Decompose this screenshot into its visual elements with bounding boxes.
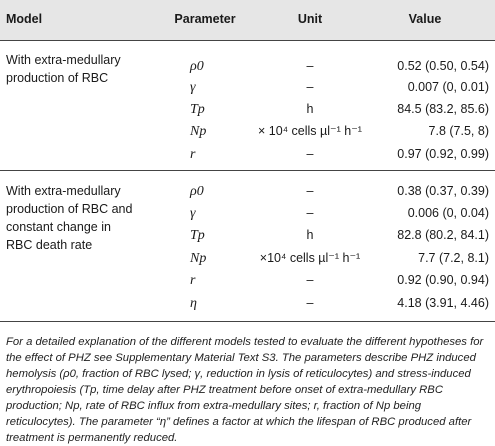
param-tp: Tp	[190, 102, 205, 117]
value-cell: 0.52 (0.50, 0.54)	[397, 59, 489, 73]
model-label-2a: With extra-medullary	[6, 184, 121, 198]
param-gamma: γ	[190, 206, 196, 221]
header-value: Value	[408, 12, 442, 26]
param-tp: Tp	[190, 228, 205, 243]
value-cell: 84.5 (83.2, 85.6)	[397, 102, 489, 116]
value-cell: 0.38 (0.37, 0.39)	[397, 184, 489, 198]
model-label-1a: With extra-medullary	[6, 53, 121, 67]
param-rho0: ρ0	[190, 59, 204, 74]
group-divider	[0, 170, 495, 171]
unit-cell: × 10⁴ cells µl⁻¹ h⁻¹	[258, 124, 362, 138]
unit-cell: h	[306, 102, 314, 116]
model-label-2c: constant change in	[6, 220, 111, 234]
header-rule	[0, 40, 495, 41]
unit-cell: –	[306, 147, 314, 161]
table-footnote: For a detailed explanation of the different models tested to evaluate the different hypotheses for the effect of PHZ see Supplementary Material Text S3. The parameters describe PHZ induced hemolysis (ρ0, fraction of RBC lysed; γ, reduction in lysis of reticulocytes) and stress-induced erythropoiesis (Tp, time delay after PHZ treatment before onset of extra-medullary RBC production; Np, rate of RBC influx from extra-medullary sites; r, fraction of Np being reticulocytes). The parameter “η” defines a factor at which the lifespan of RBC produced after treatment is permanently reduced.	[6, 336, 484, 444]
header-unit: Unit	[297, 12, 323, 26]
value-cell: 7.8 (7.5, 8)	[428, 124, 489, 138]
header-model: Model	[6, 12, 43, 26]
param-eta: η	[190, 296, 197, 311]
param-rho0: ρ0	[190, 184, 204, 199]
unit-cell: –	[306, 184, 314, 198]
param-np: Np	[190, 251, 207, 266]
value-cell: 0.97 (0.92, 0.99)	[397, 147, 489, 161]
model-label-2b: production of RBC and	[6, 202, 133, 216]
value-cell: 0.006 (0, 0.04)	[407, 206, 489, 220]
model-label-2d: RBC death rate	[6, 238, 93, 252]
value-cell: 0.92 (0.90, 0.94)	[397, 273, 489, 287]
value-cell: 82.8 (80.2, 84.1)	[397, 228, 489, 242]
param-gamma: γ	[190, 80, 196, 95]
param-r: r	[190, 147, 196, 162]
header-parameter: Parameter	[174, 12, 236, 26]
unit-cell: ×10⁴ cells µl⁻¹ h⁻¹	[259, 251, 361, 265]
unit-cell: –	[306, 59, 314, 73]
table-bottom-rule	[0, 321, 495, 322]
value-cell: 7.7 (7.2, 8.1)	[418, 251, 489, 265]
param-np: Np	[190, 124, 207, 139]
param-r: r	[190, 273, 196, 288]
model-label-1b: production of RBC	[6, 71, 109, 85]
unit-cell: –	[306, 80, 314, 94]
unit-cell: h	[306, 228, 314, 242]
value-cell: 0.007 (0, 0.01)	[407, 80, 489, 94]
value-cell: 4.18 (3.91, 4.46)	[397, 296, 489, 310]
unit-cell: –	[306, 273, 314, 287]
unit-cell: –	[306, 206, 314, 220]
unit-cell: –	[306, 296, 314, 310]
